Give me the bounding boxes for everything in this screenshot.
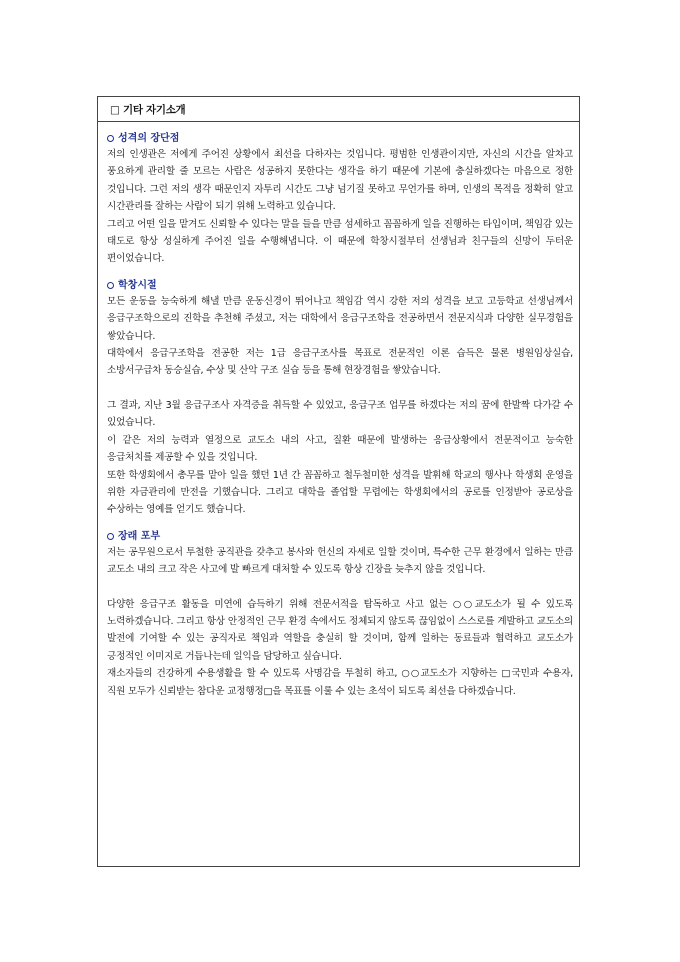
section-title: 장래 포부 xyxy=(107,529,573,544)
paragraph: 대학에서 응급구조학을 전공한 저는 1급 응급구조사를 목표로 전문적인 이론 습득은 물론 병원임상실습, 소방서구급차 동승실습, 수상 및 산악 구조 실습 등을 통해 현장경험을 쌓았습니다. xyxy=(107,348,573,377)
paragraph: 또한 학생회에서 총무를 맡아 일을 했던 1년 간 꼼꼼하고 철두철미한 성격을 발휘해 학교의 행사나 학생회 운영을 위한 자금관리에 만전을 기했습니다. 그리고 대학을 졸업할 무렵에는 학생회에서의 공로를 인정받아 공로상을 수상하는 영예를 얻기도 했습니다. xyxy=(107,469,573,516)
header-row xyxy=(98,97,579,122)
content-area xyxy=(98,122,579,700)
paragraph: 재소자들의 건강하게 수용생활을 할 수 있도록 사명감을 투철히 하고, ○○교도소가 지향하는 □국민과 수용자, 직원 모두가 신뢰받는 참다운 교정행정□을 목표를 이룰 수 있는 초석이 되도록 최선을 다하겠습니다. xyxy=(107,668,573,697)
spacer xyxy=(107,380,573,397)
paragraph: 다양한 응급구조 활동을 미연에 습득하기 위해 전문서적을 탐독하고 사고 없는 ○○교도소가 될 수 있도록 노력하겠습니다. 그리고 항상 안정적인 근무 환경 속에서도 정체되지 않도록 끊임없이 스스로를 계발하고 교도소의 발전에 기여할 수 있는 공직자로 책임과 역할을 충실히 할 것이며, 함께 일하는 동료들과 협력하고 교도소가 긍정적인 이미지로 거듭나는데 일익을 담당하고 싶습니다. xyxy=(107,598,573,662)
paragraph: 저는 공무원으로서 투철한 공직관을 갖추고 봉사와 헌신의 자세로 일할 것이며, 특수한 근무 환경에서 일하는 만큼 교도소 내의 크고 작은 사고에 발 빠르게 대처할 수 있도록 항상 긴장을 늦추지 않을 것입니다. xyxy=(107,546,573,576)
paragraph: 이 같은 저의 능력과 열정으로 교도소 내의 사고, 질환 때문에 발생하는 응급상황에서 전문적이고 능숙한 응급처치를 제공할 수 있을 것입니다. xyxy=(107,434,573,464)
section-title: 성격의 장단점 xyxy=(107,131,573,146)
header-title: □ 기타 자기소개 xyxy=(110,103,186,116)
section-future-goals xyxy=(107,529,573,700)
paragraph: 그리고 어떤 일을 맡겨도 신뢰할 수 있다는 말을 들을 만큼 섬세하고 꼼꼼하게 일을 진행하는 타입이며, 책임감 있는 태도로 항상 성실하게 주어진 일을 수행해냅니다. 이 때문에 학창시절부터 선생님과 친구들의 신망이 두터운 편이었습니다. xyxy=(107,218,573,265)
section-school-days xyxy=(107,278,573,519)
spacer xyxy=(107,579,573,596)
paragraph: 모든 운동을 능숙하게 해낼 만큼 운동신경이 뛰어나고 책임감 역시 강한 저의 성격을 보고 고등학교 선생님께서 응급구조학으로의 진학을 추천해 주셨고, 저는 대학에서 응급구조학을 전공하면서 전문지식과 다양한 실무경험을 쌓았습니다. xyxy=(107,295,573,342)
circle-bullet-icon xyxy=(107,533,114,540)
paragraph: 그 결과, 지난 3월 응급구조사 자격증을 취득할 수 있었고, 응급구조 업무를 하겠다는 저의 꿈에 한발짝 다가갈 수 있었습니다. xyxy=(107,399,573,429)
self-intro-box xyxy=(97,96,580,867)
circle-bullet-icon xyxy=(107,282,114,289)
paragraph: 저의 인생관은 저에게 주어진 상황에서 최선을 다하자는 것입니다. 평범한 인생관이지만, 자신의 시간을 알차고 풍요하게 관리할 줄 모르는 사람은 성공하지 못한다는 생각을 하기 때문에 기본에 충실하겠다는 마음으로 정한 것입니다. 그런 저의 생각 때문인지 자투리 시간도 그냥 넘기질 못하고 무언가를 하며, 인생의 목적을 정확히 알고 시간관리를 잘하는 사람이 되기 위해 노력하고 있습니다. xyxy=(107,149,573,213)
section-title: 학창시절 xyxy=(107,278,573,293)
section-personality xyxy=(107,131,573,268)
circle-bullet-icon xyxy=(107,135,114,142)
